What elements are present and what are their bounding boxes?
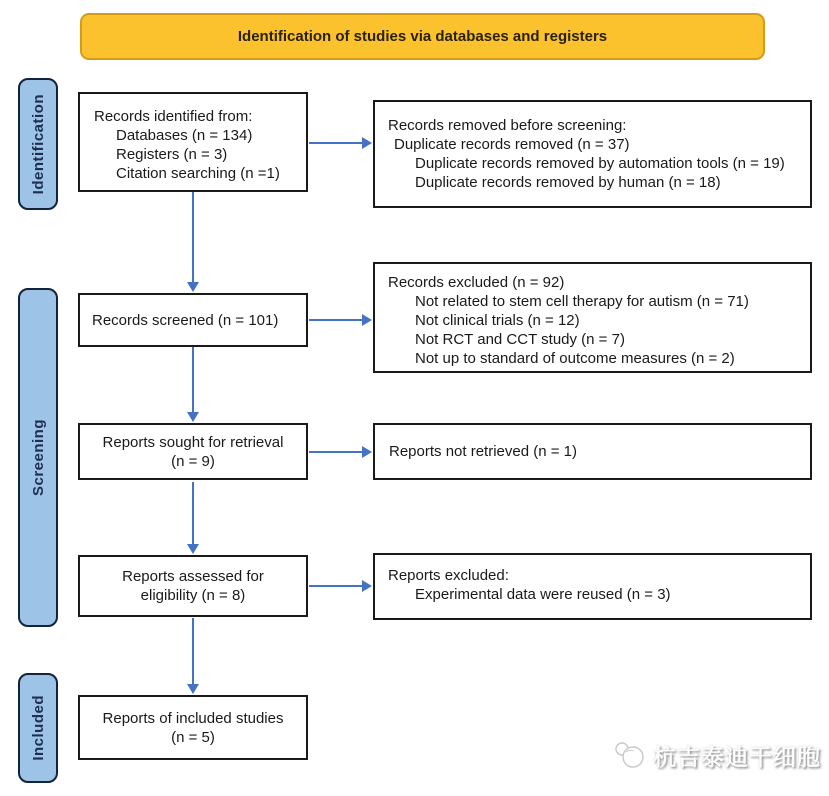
arrow-right-sought-to-not-retrieved bbox=[309, 451, 363, 453]
box-records-identified bbox=[78, 92, 308, 192]
arrow-down-assessed-to-included bbox=[192, 618, 194, 685]
watermark-text: 杭吉泰迪干细胞 bbox=[653, 743, 821, 770]
box-line: Records excluded (n = 92) bbox=[388, 274, 565, 291]
stage-identification-label: Identification bbox=[29, 93, 47, 195]
box-line: (n = 5) bbox=[171, 728, 215, 746]
banner bbox=[80, 13, 765, 60]
box-line: Reports excluded: bbox=[388, 567, 509, 584]
box-records-excluded bbox=[373, 262, 812, 373]
banner-title: Identification of studies via databases and registers bbox=[237, 28, 608, 45]
box-line: Experimental data were reused (n = 3) bbox=[415, 586, 671, 603]
box-reports-assessed bbox=[78, 555, 308, 617]
box-line: Databases (n = 134) bbox=[116, 127, 253, 144]
box-line: eligibility (n = 8) bbox=[140, 587, 246, 604]
box-line: (n = 9) bbox=[171, 452, 215, 470]
box-line: Records identified from: bbox=[94, 108, 253, 125]
box-line: Reports of included studies bbox=[102, 709, 284, 727]
box-line: Not up to standard of outcome measures (n = 2) bbox=[415, 350, 735, 367]
watermark bbox=[612, 738, 821, 772]
box-line: Records screened (n = 101) bbox=[92, 311, 279, 329]
stage-included-label: Included bbox=[29, 695, 47, 761]
stage-screening bbox=[18, 288, 58, 627]
box-line: Not clinical trials (n = 12) bbox=[415, 312, 580, 329]
arrow-right-identified-to-removed bbox=[309, 142, 363, 144]
arrow-down-identified-to-screened bbox=[192, 192, 194, 283]
box-reports-included bbox=[78, 695, 308, 760]
box-reports-not-retrieved bbox=[373, 423, 812, 480]
arrow-right-screened-to-excluded bbox=[309, 319, 363, 321]
box-records-screened bbox=[78, 293, 308, 347]
stage-screening-label: Screening bbox=[29, 418, 47, 497]
box-line: Duplicate records removed (n = 37) bbox=[394, 136, 630, 153]
box-records-removed bbox=[373, 100, 812, 208]
stage-identification bbox=[18, 78, 58, 210]
arrow-down-sought-to-assessed bbox=[192, 482, 194, 545]
arrow-down-screened-to-sought bbox=[192, 347, 194, 413]
box-line: Not RCT and CCT study (n = 7) bbox=[415, 331, 625, 348]
box-line: Reports sought for retrieval bbox=[102, 433, 284, 451]
box-line: Duplicate records removed by human (n = 18) bbox=[415, 174, 721, 191]
box-reports-excluded bbox=[373, 553, 812, 620]
watermark-logo-icon bbox=[612, 738, 648, 772]
box-line: Registers (n = 3) bbox=[116, 146, 228, 163]
box-line: Records removed before screening: bbox=[388, 117, 627, 134]
box-line: Reports assessed for bbox=[122, 568, 264, 585]
box-line: Not related to stem cell therapy for autism (n = 71) bbox=[415, 293, 749, 310]
box-reports-sought bbox=[78, 423, 308, 480]
box-line: Citation searching (n =1) bbox=[116, 165, 280, 182]
box-line: Duplicate records removed by automation tools (n = 19) bbox=[415, 155, 785, 172]
arrow-right-assessed-to-excluded bbox=[309, 585, 363, 587]
box-line: Reports not retrieved (n = 1) bbox=[389, 443, 578, 460]
stage-included bbox=[18, 673, 58, 783]
